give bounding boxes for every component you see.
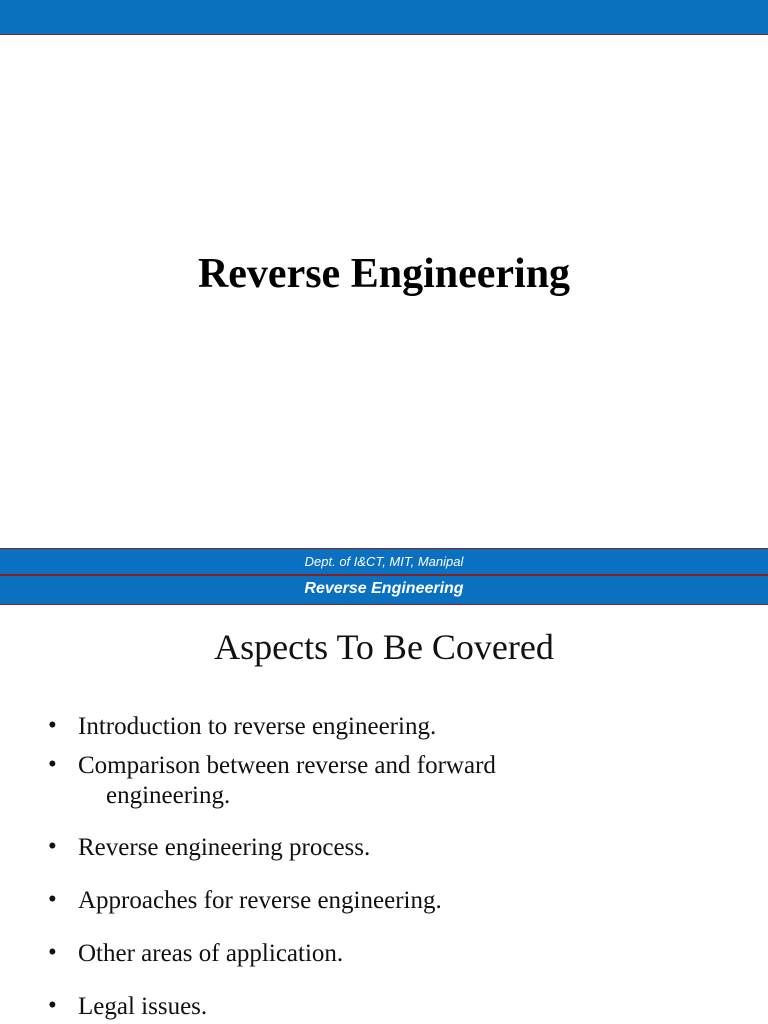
bullet-item — [48, 712, 748, 742]
slide2-header-text: Reverse Engineering — [304, 580, 464, 597]
bullet-item — [48, 833, 748, 863]
bullet-item — [48, 886, 748, 916]
bullet-text: Reverse engineering process. — [78, 834, 371, 861]
bullet-dot-icon: • — [48, 939, 57, 966]
bullet-item — [48, 992, 748, 1022]
bullet-dot-icon: • — [48, 751, 57, 778]
bullet-text: Legal issues. — [78, 993, 208, 1020]
top-blue-band — [0, 0, 768, 35]
bullet-text: Introduction to reverse engineering. — [78, 713, 437, 740]
slide2-title: Aspects To Be Covered — [214, 627, 554, 667]
slide1-footer-text: Dept. of I&CT, MIT, Manipal — [304, 554, 464, 569]
bullet-dot-icon: • — [48, 992, 57, 1019]
slide1-footer-band — [0, 548, 768, 575]
bullet-text: Approaches for reverse engineering. — [78, 887, 442, 914]
bullet-dot-icon: • — [48, 886, 57, 913]
bullet-text: Comparison between reverse and forward — [78, 752, 496, 779]
bullet-text-continuation: engineering. — [106, 782, 231, 809]
slide2-header-band — [0, 575, 768, 605]
bullet-item — [48, 751, 748, 811]
bullet-text: Other areas of application. — [78, 940, 344, 967]
slide1-title: Reverse Engineering — [197, 251, 571, 297]
bullet-dot-icon: • — [48, 833, 57, 860]
bullet-dot-icon: • — [48, 712, 57, 739]
bullet-item — [48, 939, 748, 969]
